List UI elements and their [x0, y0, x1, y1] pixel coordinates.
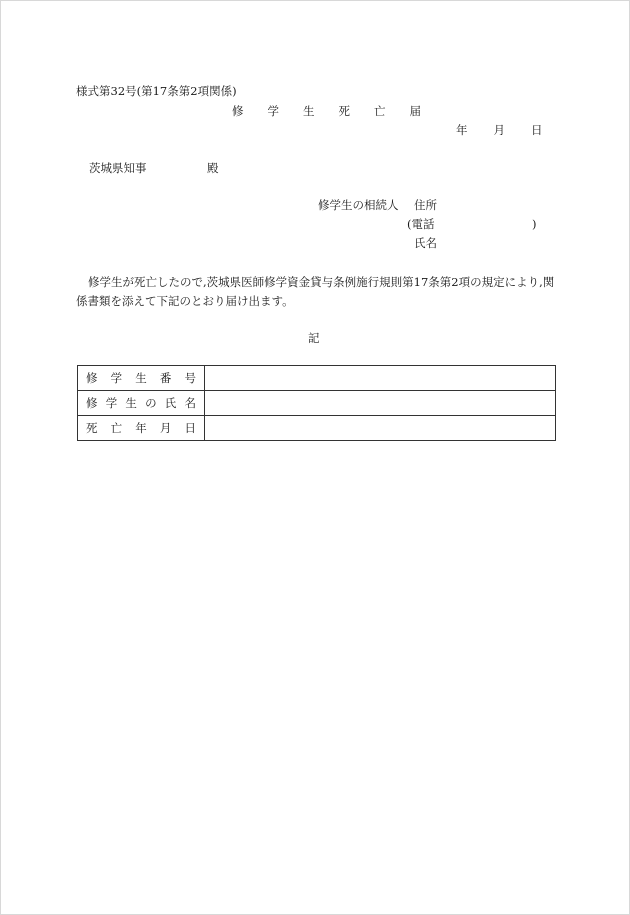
student-name-field[interactable] — [205, 391, 556, 416]
address-label: 住所 — [414, 198, 437, 212]
name-label: 氏名 — [414, 236, 437, 250]
title-char: 生 — [303, 104, 315, 118]
student-name-label: 修学生の氏名 — [78, 391, 205, 416]
date-year-label: 年 — [456, 123, 468, 137]
student-number-label: 修学生番号 — [78, 366, 205, 391]
honorific: 殿 — [207, 161, 219, 175]
body-text: 修学生が死亡したので,茨城県医師修学資金貸与条例施行規則第17条第2項の規定により,関係書類を添えて下記のとおり届け出ます。 — [76, 275, 555, 308]
date-day-label: 日 — [531, 123, 543, 137]
heir-label: 修学生の相続人 — [318, 198, 399, 212]
table-row — [78, 416, 556, 441]
student-number-field[interactable] — [205, 366, 556, 391]
death-date-field[interactable] — [205, 416, 556, 441]
record-table — [77, 365, 556, 441]
phone-label: (電話 — [407, 217, 435, 231]
date-line — [456, 123, 543, 137]
title-char: 学 — [267, 104, 279, 118]
title-char: 修 — [232, 104, 244, 118]
document-title — [232, 104, 445, 118]
record-heading: 記 — [308, 331, 320, 345]
death-date-label: 死亡年月日 — [78, 416, 205, 441]
phone-close-paren: ) — [532, 217, 537, 231]
table-row — [78, 366, 556, 391]
title-char: 死 — [338, 104, 350, 118]
form-number: 様式第32号(第17条第2項関係) — [76, 84, 237, 98]
title-char: 亡 — [374, 104, 386, 118]
addressee: 茨城県知事 — [89, 161, 147, 175]
table-row — [78, 391, 556, 416]
title-char: 届 — [409, 104, 421, 118]
date-month-label: 月 — [493, 123, 505, 137]
